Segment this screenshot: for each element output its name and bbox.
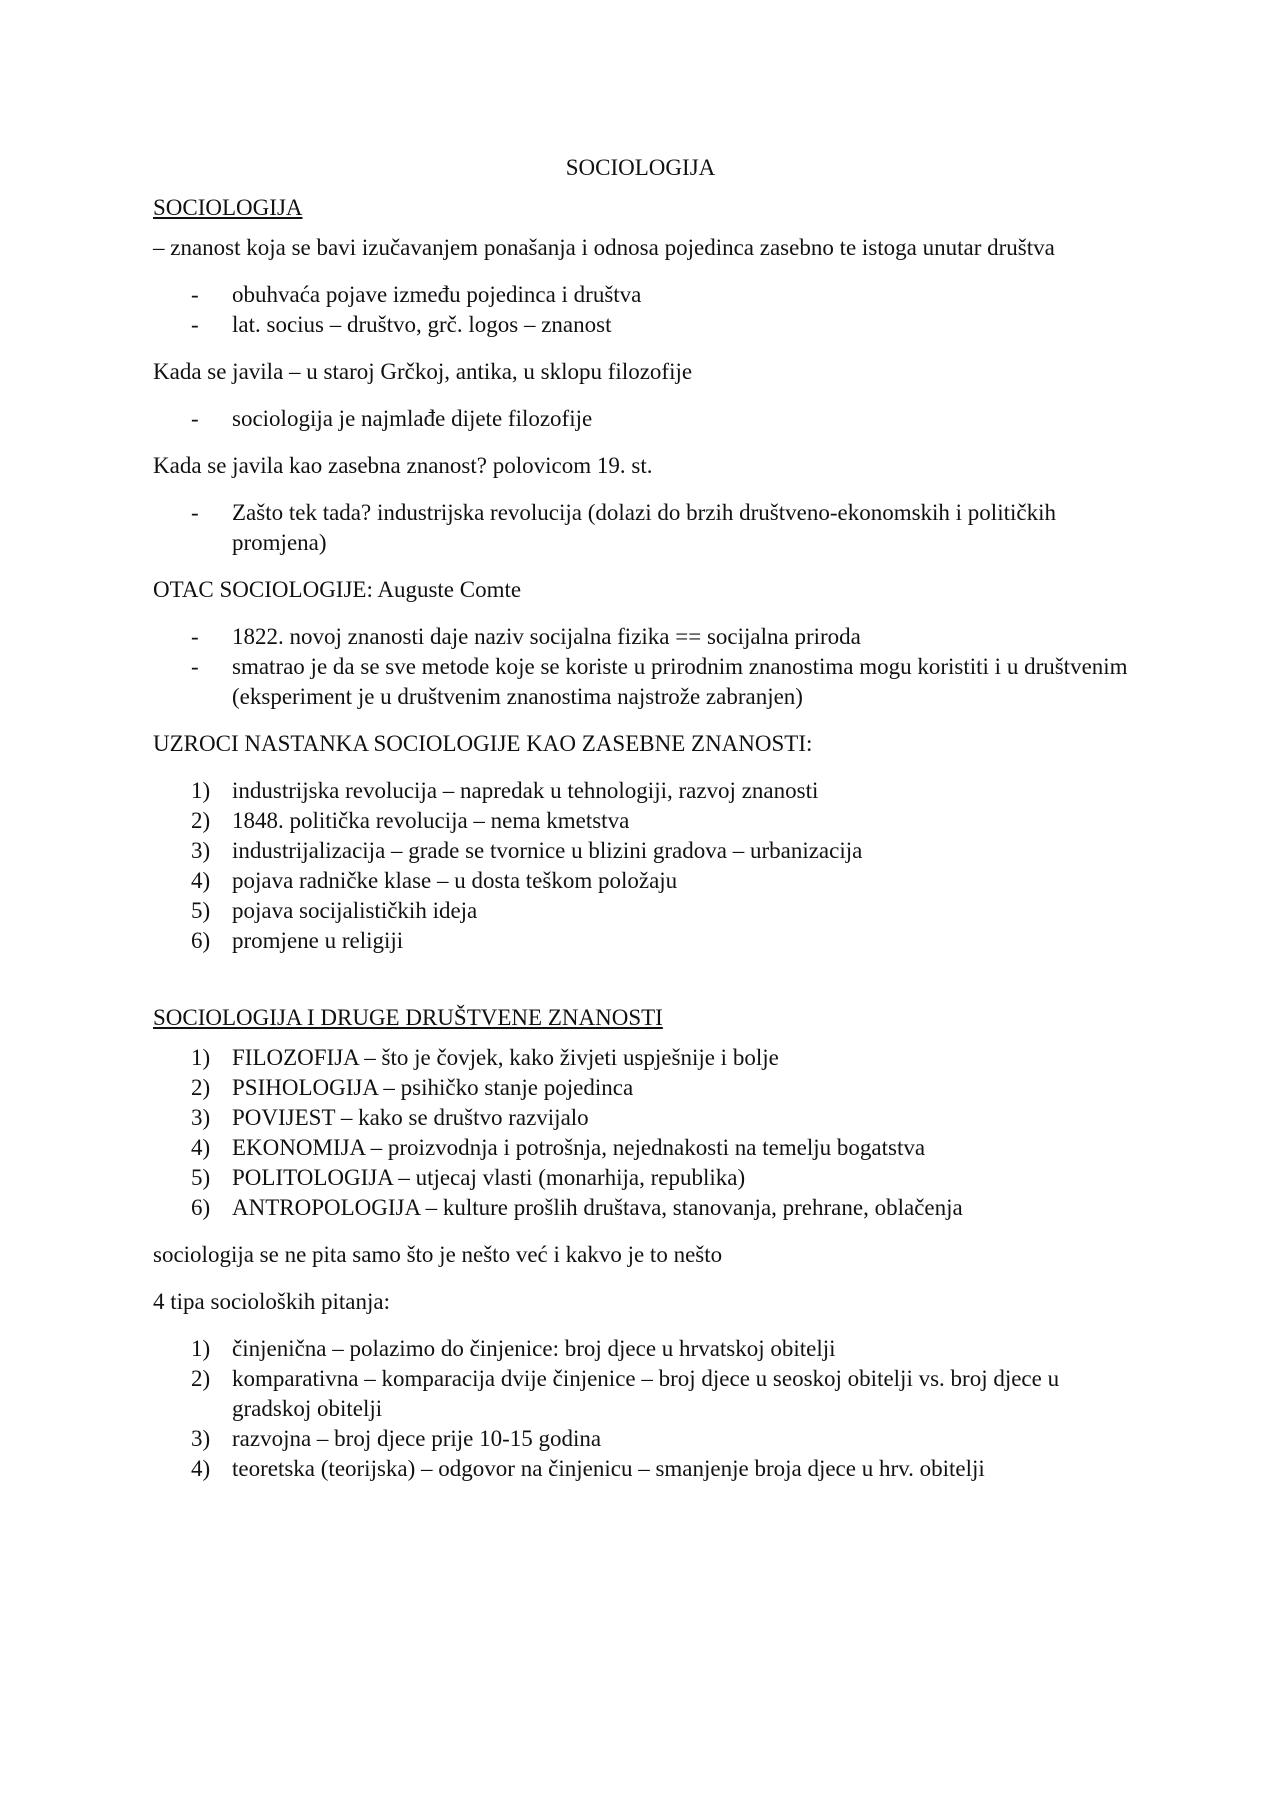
list-item-text: industrijska revolucija – napredak u tehnologiji, razvoj znanosti: [232, 778, 819, 803]
definition-bullets: [153, 280, 1128, 340]
number-marker: 3): [191, 1105, 211, 1130]
document-content: [153, 153, 1128, 1501]
list-item: [153, 652, 1128, 712]
list-item: [153, 498, 1128, 558]
list-item: [153, 622, 1128, 652]
number-marker: 4): [191, 868, 211, 893]
definition-paragraph: – znanost koja se bavi izučavanjem ponašanja i odnosa pojedinca zasebno te istoga unutar društva: [153, 235, 1055, 260]
list-item-text: lat. socius – društvo, grč. logos – znanost: [232, 312, 612, 337]
list-item: [153, 1073, 1128, 1103]
list-item-text: POLITOLOGIJA – utjecaj vlasti (monarhija, republika): [232, 1165, 746, 1190]
list-item: [153, 1043, 1128, 1073]
question-types-heading: 4 tipa socioloških pitanja:: [153, 1289, 390, 1314]
list-item: [153, 806, 1128, 836]
list-item-text: činjenična – polazimo do činjenice: broj djece u hrvatskoj obitelji: [232, 1336, 836, 1361]
list-item: [153, 1163, 1128, 1193]
dash-marker: -: [191, 406, 199, 431]
causes-list: [153, 776, 1128, 956]
list-item-text: EKONOMIJA – proizvodnja i potrošnja, nejednakosti na temelju bogatstva: [232, 1135, 926, 1160]
number-marker: 2): [191, 1075, 211, 1100]
number-marker: 5): [191, 898, 211, 923]
number-marker: 6): [191, 1195, 211, 1220]
list-item: [153, 280, 1128, 310]
number-marker: 3): [191, 838, 211, 863]
other-sciences-list: [153, 1043, 1128, 1223]
spacer: [153, 973, 1128, 1003]
separate-science-bullets: [153, 498, 1128, 558]
list-item-text: POVIJEST – kako se društvo razvijalo: [232, 1105, 589, 1130]
list-item-text: FILOZOFIJA – što je čovjek, kako živjeti uspješnije i bolje: [232, 1045, 779, 1070]
list-item: [153, 776, 1128, 806]
list-item-text: ANTROPOLOGIJA – kulture prošlih društava, stanovanja, prehrane, oblačenja: [232, 1195, 963, 1220]
number-marker: 5): [191, 1165, 211, 1190]
list-item: [153, 1454, 1128, 1484]
number-marker: 1): [191, 778, 211, 803]
list-item: [153, 926, 1128, 956]
list-item-text: Zašto tek tada? industrijska revolucija (dolazi do brzih društveno-ekonomskih i političkih promjena): [232, 500, 1056, 555]
list-item-text: industrijalizacija – grade se tvornice u blizini gradova – urbanizacija: [232, 838, 863, 863]
page-title: SOCIOLOGIJA: [565, 155, 716, 180]
number-marker: 2): [191, 808, 211, 833]
list-item: [153, 1364, 1128, 1424]
father-paragraph: OTAC SOCIOLOGIJE: Auguste Comte: [153, 577, 522, 602]
list-item: [153, 1133, 1128, 1163]
list-item: [153, 1424, 1128, 1454]
father-bullets: [153, 622, 1128, 712]
list-item-text: razvojna – broj djece prije 10-15 godina: [232, 1426, 602, 1451]
list-item-text: PSIHOLOGIJA – psihičko stanje pojedinca: [232, 1075, 634, 1100]
list-item: [153, 1103, 1128, 1133]
number-marker: 6): [191, 928, 211, 953]
list-item: [153, 1193, 1128, 1223]
list-item-text: smatrao je da se sve metode koje se koriste u prirodnim znanostima mogu koristiti i u društvenim (eksperiment je u društvenim znanostima najstrože zabranjen): [232, 654, 1128, 709]
note-paragraph: sociologija se ne pita samo što je nešto već i kakvo je to nešto: [153, 1242, 723, 1267]
list-item-text: sociologija je najmlađe dijete filozofije: [232, 406, 593, 431]
number-marker: 1): [191, 1045, 211, 1070]
list-item-text: komparativna – komparacija dvije činjenice – broj djece u seoskoj obitelji vs. broj djece u gradskoj obitelji: [232, 1366, 1060, 1421]
causes-heading: UZROCI NASTANKA SOCIOLOGIJE KAO ZASEBNE ZNANOSTI:: [153, 731, 813, 756]
dash-marker: -: [191, 654, 199, 679]
list-item-text: promjene u religiji: [232, 928, 404, 953]
dash-marker: -: [191, 624, 199, 649]
number-marker: 2): [191, 1366, 211, 1391]
number-marker: 3): [191, 1426, 211, 1451]
origin-bullets: [153, 404, 1128, 434]
question-types-list: [153, 1334, 1128, 1484]
number-marker: 4): [191, 1135, 211, 1160]
list-item: [153, 866, 1128, 896]
dash-marker: -: [191, 312, 199, 337]
list-item-text: pojava radničke klase – u dosta teškom položaju: [232, 868, 678, 893]
list-item-text: teoretska (teorijska) – odgovor na činjenicu – smanjenje broja djece u hrv. obitelji: [232, 1456, 985, 1481]
list-item: [153, 896, 1128, 926]
dash-marker: -: [191, 282, 199, 307]
number-marker: 4): [191, 1456, 211, 1481]
origin-paragraph: Kada se javila – u staroj Grčkoj, antika, u sklopu filozofije: [153, 359, 693, 384]
section-heading-other-sciences: SOCIOLOGIJA I DRUGE DRUŠTVENE ZNANOSTI: [153, 1005, 663, 1030]
list-item-text: obuhvaća pojave između pojedinca i društva: [232, 282, 642, 307]
list-item-text: 1822. novoj znanosti daje naziv socijalna fizika == socijalna priroda: [232, 624, 861, 649]
separate-science-paragraph: Kada se javila kao zasebna znanost? polovicom 19. st.: [153, 453, 653, 478]
list-item: [153, 404, 1128, 434]
number-marker: 1): [191, 1336, 211, 1361]
list-item: [153, 836, 1128, 866]
list-item-text: pojava socijalističkih ideja: [232, 898, 478, 923]
list-item-text: 1848. politička revolucija – nema kmetstva: [232, 808, 630, 833]
dash-marker: -: [191, 500, 199, 525]
section-heading-sociologija: SOCIOLOGIJA: [153, 195, 303, 220]
list-item: [153, 1334, 1128, 1364]
list-item: [153, 310, 1128, 340]
